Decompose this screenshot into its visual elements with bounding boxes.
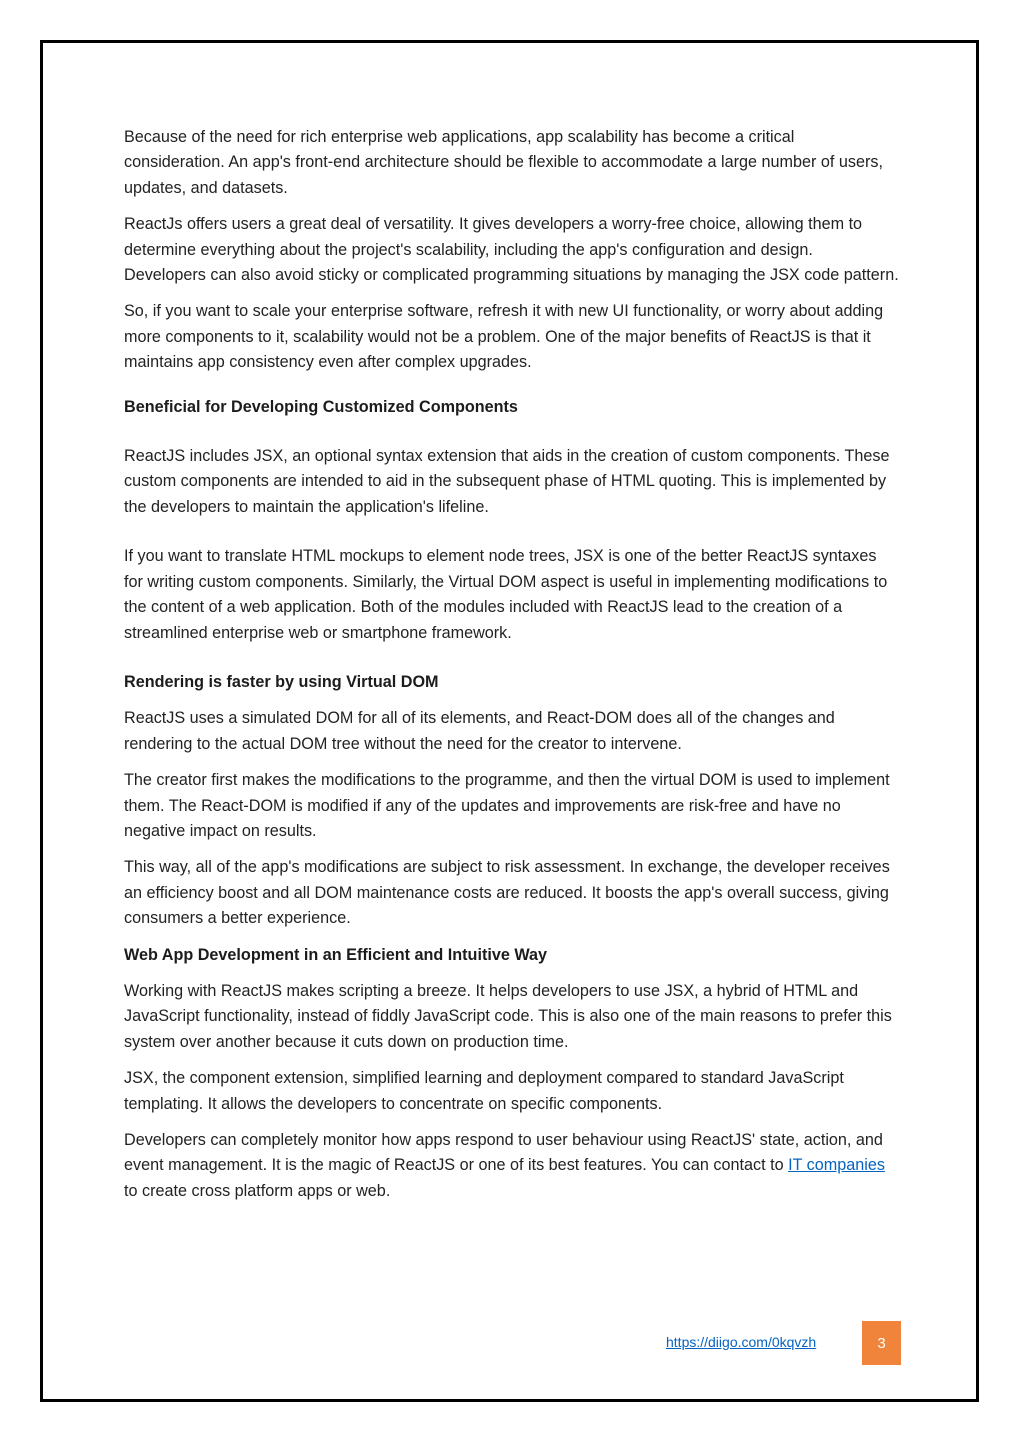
paragraph: JSX, the component extension, simplified learning and deployment compared to standard JavaScript templating. It allows the developers to concentrate on specific components. — [124, 1069, 844, 1113]
paragraph: Working with ReactJS makes scripting a breeze. It helps developers to use JSX, a hybrid of HTML and JavaScript functionality, instead of fiddly JavaScript code. This is also one of the main reasons to prefer this system over another because it cuts down on production time. — [124, 981, 892, 1051]
paragraph — [124, 1128, 899, 1204]
paragraph: ReactJS includes JSX, an optional syntax extension that aids in the creation of custom components. These custom components are intended to aid in the subsequent phase of HTML quoting. This is implemented by the developers to maintain the application's lifeline. — [124, 447, 890, 516]
section-heading: Web App Development in an Efficient and Intuitive Way — [124, 945, 548, 964]
paragraph: So, if you want to scale your enterprise software, refresh it with new UI functionality, or worry about adding more components to it, scalability would not be a problem. One of the major benefits of ReactJS is that it maintains app consistency even after complex upgrades. — [124, 302, 884, 372]
paragraph: If you want to translate HTML mockups to element node trees, JSX is one of the better ReactJS syntaxes for writing custom components. Similarly, the Virtual DOM aspect is useful in implementing modifications to the content of a web application. Both of the modules included with ReactJS lead to the creation of a streamlined enterprise web or smartphone framework. — [124, 547, 888, 642]
paragraph: This way, all of the app's modifications are subject to risk assessment. In exchange, the developer receives an efficiency boost and all DOM maintenance costs are reduced. It boosts the app's overall success, giving consumers a better experience. — [124, 858, 890, 928]
it-companies-link[interactable]: IT companies — [788, 1156, 885, 1175]
section-heading: Rendering is faster by using Virtual DOM — [124, 672, 439, 691]
section-heading: Beneficial for Developing Customized Components — [124, 397, 518, 416]
paragraph-text: Developers can completely monitor how apps respond to user behaviour using ReactJS' state, action, and event management. It is the magic of ReactJS or one of its best features. You can contact to — [124, 1131, 883, 1175]
paragraph: Because of the need for rich enterprise web applications, app scalability has become a critical consideration. An app's front-end architecture should be flexible to accommodate a large number of users, updates, and datasets. — [124, 128, 883, 197]
paragraph: ReactJs offers users a great deal of versatility. It gives developers a worry-free choice, allowing them to determine everything about the project's scalability, including the app's configuration and design. Developers can also avoid sticky or complicated programming situations by managing the JSX code pattern. — [124, 215, 899, 285]
footer-url-link[interactable]: https://diigo.com/0kqvzh — [666, 1334, 817, 1350]
page-number-badge: 3 — [862, 1321, 901, 1365]
paragraph: The creator first makes the modifications to the programme, and then the virtual DOM is used to implement them. The React-DOM is modified if any of the updates and improvements are risk-free and have no negative impact on results. — [124, 771, 890, 840]
paragraph-text: to create cross platform apps or web. — [124, 1181, 391, 1200]
paragraph: ReactJS uses a simulated DOM for all of its elements, and React-DOM does all of the changes and rendering to the actual DOM tree without the need for the creator to intervene. — [124, 709, 835, 753]
document-body — [124, 125, 899, 1204]
